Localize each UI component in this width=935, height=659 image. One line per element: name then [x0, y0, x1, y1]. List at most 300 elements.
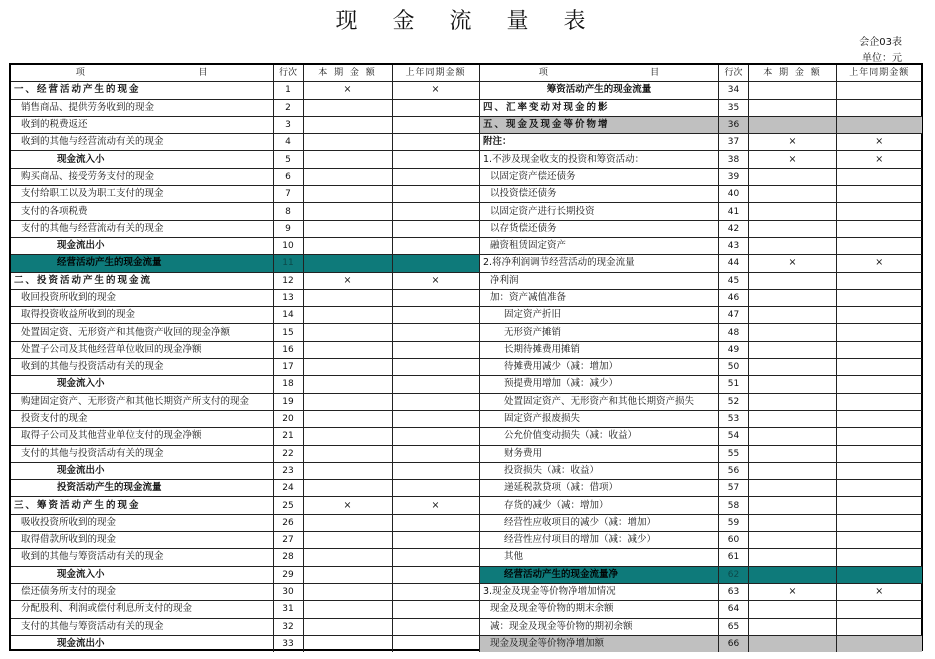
- row-line-no: 50: [719, 359, 749, 376]
- prior-amount-cell[interactable]: [392, 116, 479, 133]
- row-line-no: 10: [273, 237, 303, 254]
- table-row: [11, 480, 479, 497]
- row-label: 固定资产报废损失: [480, 410, 719, 427]
- row-line-no: 24: [273, 480, 303, 497]
- current-amount-cell[interactable]: [749, 341, 837, 358]
- current-amount-cell[interactable]: [749, 359, 837, 376]
- prior-amount-cell[interactable]: [392, 566, 479, 583]
- row-line-no: 62: [719, 566, 749, 583]
- row-line-no: 14: [273, 307, 303, 324]
- table-row: [11, 255, 479, 272]
- prior-amount-cell[interactable]: ×: [392, 497, 479, 514]
- table-row: [480, 462, 922, 479]
- current-amount-cell[interactable]: [749, 272, 837, 289]
- row-label: 吸收投资所收到的现金: [11, 514, 273, 531]
- row-label: 支付给职工以及为职工支付的现金: [11, 186, 273, 203]
- current-amount-cell[interactable]: [749, 410, 837, 427]
- current-amount-cell[interactable]: [303, 168, 392, 185]
- current-amount-cell[interactable]: [303, 324, 392, 341]
- prior-amount-cell[interactable]: [837, 393, 922, 410]
- current-amount-cell[interactable]: [749, 532, 837, 549]
- table-row: [480, 186, 922, 203]
- prior-amount-cell[interactable]: [837, 82, 922, 99]
- table-row: [11, 82, 479, 99]
- row-label: 其他: [480, 549, 719, 566]
- prior-amount-cell[interactable]: ×: [392, 82, 479, 99]
- row-label: 取得投资收益所收到的现金: [11, 307, 273, 324]
- table-row: [480, 393, 922, 410]
- row-line-no: 30: [273, 583, 303, 600]
- row-line-no: 48: [719, 324, 749, 341]
- current-amount-cell[interactable]: [303, 203, 392, 220]
- row-line-no: 40: [719, 186, 749, 203]
- row-label: 收到的其他与经营流动有关的现金: [11, 134, 273, 151]
- prior-amount-cell[interactable]: [837, 289, 922, 306]
- prior-amount-cell[interactable]: [392, 410, 479, 427]
- prior-amount-cell[interactable]: [392, 99, 479, 116]
- row-label: 递延税款贷项（减：借项）: [480, 480, 719, 497]
- prior-amount-cell[interactable]: [392, 532, 479, 549]
- header-row: [11, 65, 479, 82]
- prior-amount-cell[interactable]: [392, 583, 479, 600]
- row-line-no: 45: [719, 272, 749, 289]
- current-amount-cell[interactable]: [303, 116, 392, 133]
- table-row: [11, 289, 479, 306]
- prior-amount-cell[interactable]: [837, 618, 922, 635]
- prior-amount-cell[interactable]: [392, 186, 479, 203]
- row-label: 处置固定资产、无形资产和其他长期资产损失: [480, 393, 719, 410]
- current-amount-cell[interactable]: ×: [303, 272, 392, 289]
- current-amount-cell[interactable]: [749, 618, 837, 635]
- header-item-part: 目: [650, 68, 660, 79]
- current-amount-cell[interactable]: [303, 480, 392, 497]
- table-row: [480, 583, 922, 600]
- row-line-no: 36: [719, 116, 749, 133]
- row-line-no: 4: [273, 134, 303, 151]
- table-row: [11, 134, 479, 151]
- row-label: 以存货偿还债务: [480, 220, 719, 237]
- table-row: [480, 618, 922, 635]
- table-row: [11, 410, 479, 427]
- row-line-no: 33: [273, 635, 303, 652]
- row-line-no: 58: [719, 497, 749, 514]
- current-amount-cell[interactable]: [303, 307, 392, 324]
- row-label: 一、经营活动产生的现金: [11, 82, 273, 99]
- prior-amount-cell[interactable]: [837, 549, 922, 566]
- row-label: 取得借款所收到的现金: [11, 532, 273, 549]
- current-amount-cell[interactable]: [749, 601, 837, 618]
- prior-amount-cell[interactable]: [837, 272, 922, 289]
- current-amount-cell[interactable]: [749, 99, 837, 116]
- row-line-no: 49: [719, 341, 749, 358]
- row-label: 收到的税费返还: [11, 116, 273, 133]
- prior-amount-cell[interactable]: [837, 186, 922, 203]
- row-line-no: 53: [719, 410, 749, 427]
- current-amount-cell[interactable]: [749, 307, 837, 324]
- table-row: [480, 203, 922, 220]
- current-amount-cell[interactable]: [749, 514, 837, 531]
- current-amount-cell[interactable]: [303, 341, 392, 358]
- table-row: [480, 514, 922, 531]
- row-label: 经营活动产生的现金流量净: [480, 566, 719, 583]
- current-amount-cell[interactable]: [749, 289, 837, 306]
- prior-amount-cell[interactable]: [392, 635, 479, 652]
- table-row: [480, 289, 922, 306]
- table-row: [480, 497, 922, 514]
- current-amount-cell[interactable]: [749, 497, 837, 514]
- current-amount-cell[interactable]: [303, 255, 392, 272]
- header-line-no: 行次: [719, 65, 749, 82]
- row-label: 购建固定资产、无形资产和其他长期资产所支付的现金: [11, 393, 273, 410]
- prior-amount-cell[interactable]: [392, 255, 479, 272]
- left-table: [11, 65, 480, 652]
- row-label: 收回投资所收到的现金: [11, 289, 273, 306]
- row-label: 净利润: [480, 272, 719, 289]
- header-prior-amount: 上年同期金额: [837, 65, 922, 82]
- row-label: 五、现金及现金等价物增: [480, 116, 719, 133]
- prior-amount-cell[interactable]: [837, 237, 922, 254]
- row-label: 投资活动产生的现金流量: [11, 480, 273, 497]
- current-amount-cell[interactable]: [303, 237, 392, 254]
- right-table: [479, 65, 922, 652]
- row-label: 2.将净利润调节经营活动的现金流量: [480, 255, 719, 272]
- current-amount-cell[interactable]: [303, 99, 392, 116]
- current-amount-cell[interactable]: [303, 583, 392, 600]
- header-item: [480, 65, 719, 82]
- row-line-no: 1: [273, 82, 303, 99]
- table-row: [11, 462, 479, 479]
- header-current-amount: 本 期 金 额: [303, 65, 392, 82]
- current-amount-cell[interactable]: ×: [749, 151, 837, 168]
- row-line-no: 29: [273, 566, 303, 583]
- current-amount-cell[interactable]: [303, 186, 392, 203]
- current-amount-cell[interactable]: [303, 618, 392, 635]
- prior-amount-cell[interactable]: ×: [392, 272, 479, 289]
- prior-amount-cell[interactable]: [837, 566, 922, 583]
- row-label: 现金流出小: [11, 635, 273, 652]
- header-item: [11, 65, 273, 82]
- row-label: 现金流入小: [11, 376, 273, 393]
- current-amount-cell[interactable]: ×: [303, 82, 392, 99]
- row-label: 支付的其他与筹资活动有关的现金: [11, 618, 273, 635]
- prior-amount-cell[interactable]: [837, 410, 922, 427]
- row-line-no: 2: [273, 99, 303, 116]
- table-row: [480, 220, 922, 237]
- table-row: [480, 237, 922, 254]
- row-line-no: 38: [719, 151, 749, 168]
- current-amount-cell[interactable]: [303, 532, 392, 549]
- current-amount-cell[interactable]: [749, 186, 837, 203]
- prior-amount-cell[interactable]: [392, 618, 479, 635]
- current-amount-cell[interactable]: [303, 289, 392, 306]
- row-label: 以投资偿还债务: [480, 186, 719, 203]
- current-amount-cell[interactable]: [303, 635, 392, 652]
- table-row: [11, 272, 479, 289]
- prior-amount-cell[interactable]: [837, 116, 922, 133]
- row-label: 附注：: [480, 134, 719, 151]
- table-row: [11, 99, 479, 116]
- prior-amount-cell[interactable]: [837, 445, 922, 462]
- prior-amount-cell[interactable]: [392, 514, 479, 531]
- current-amount-cell[interactable]: [749, 549, 837, 566]
- current-amount-cell[interactable]: [303, 549, 392, 566]
- table-row: [11, 601, 479, 618]
- header-item-part: 项: [538, 68, 548, 79]
- row-label: 分配股利、利润或偿付利息所支付的现金: [11, 601, 273, 618]
- table-row: [480, 359, 922, 376]
- table-row: [480, 428, 922, 445]
- table-row: [480, 376, 922, 393]
- row-label: 支付的其他与经营流动有关的现金: [11, 220, 273, 237]
- current-amount-cell[interactable]: [303, 134, 392, 151]
- current-amount-cell[interactable]: ×: [749, 134, 837, 151]
- prior-amount-cell[interactable]: [392, 393, 479, 410]
- header-prior-amount: 上年同期金额: [392, 65, 479, 82]
- prior-amount-cell[interactable]: [837, 462, 922, 479]
- prior-amount-cell[interactable]: [392, 237, 479, 254]
- row-line-no: 52: [719, 393, 749, 410]
- current-amount-cell[interactable]: [303, 220, 392, 237]
- row-line-no: 65: [719, 618, 749, 635]
- current-amount-cell[interactable]: ×: [749, 255, 837, 272]
- row-line-no: 11: [273, 255, 303, 272]
- row-line-no: 31: [273, 601, 303, 618]
- prior-amount-cell[interactable]: [837, 99, 922, 116]
- header-row: [480, 65, 922, 82]
- row-line-no: 26: [273, 514, 303, 531]
- row-label: 减：现金及现金等价物的期初余额: [480, 618, 719, 635]
- current-amount-cell[interactable]: [303, 151, 392, 168]
- row-line-no: 23: [273, 462, 303, 479]
- prior-amount-cell[interactable]: [837, 168, 922, 185]
- prior-amount-cell[interactable]: [392, 549, 479, 566]
- current-amount-cell[interactable]: [749, 116, 837, 133]
- row-label: 销售商品、提供劳务收到的现金: [11, 99, 273, 116]
- prior-amount-cell[interactable]: [837, 359, 922, 376]
- current-amount-cell[interactable]: [303, 445, 392, 462]
- row-label: 融资租赁固定资产: [480, 237, 719, 254]
- table-row: [11, 359, 479, 376]
- table-row: [11, 307, 479, 324]
- prior-amount-cell[interactable]: [837, 601, 922, 618]
- prior-amount-cell[interactable]: [392, 376, 479, 393]
- prior-amount-cell[interactable]: [392, 462, 479, 479]
- prior-amount-cell[interactable]: [837, 307, 922, 324]
- current-amount-cell[interactable]: [749, 566, 837, 583]
- current-amount-cell[interactable]: [303, 428, 392, 445]
- prior-amount-cell[interactable]: [837, 220, 922, 237]
- row-line-no: 3: [273, 116, 303, 133]
- table-row: [11, 116, 479, 133]
- current-amount-cell[interactable]: [303, 514, 392, 531]
- row-label: 现金流入小: [11, 566, 273, 583]
- row-label: 投资损失（减：收益）: [480, 462, 719, 479]
- header-line-no: 行次: [273, 65, 303, 82]
- table-row: [11, 324, 479, 341]
- row-label: 偿还债务所支付的现金: [11, 583, 273, 600]
- current-amount-cell[interactable]: [749, 324, 837, 341]
- row-label: 现金及现金等价物的期末余额: [480, 601, 719, 618]
- prior-amount-cell[interactable]: [392, 151, 479, 168]
- prior-amount-cell[interactable]: [837, 376, 922, 393]
- table-row: [480, 307, 922, 324]
- prior-amount-cell[interactable]: [392, 324, 479, 341]
- table-row: [480, 151, 922, 168]
- header-item-part: 项: [75, 68, 85, 79]
- row-line-no: 44: [719, 255, 749, 272]
- current-amount-cell[interactable]: [749, 82, 837, 99]
- row-label: 投资支付的现金: [11, 410, 273, 427]
- row-line-no: 63: [719, 583, 749, 600]
- row-line-no: 61: [719, 549, 749, 566]
- current-amount-cell[interactable]: [749, 203, 837, 220]
- current-amount-cell[interactable]: [749, 376, 837, 393]
- row-line-no: 9: [273, 220, 303, 237]
- row-line-no: 27: [273, 532, 303, 549]
- row-label: 四、汇率变动对现金的影: [480, 99, 719, 116]
- row-line-no: 25: [273, 497, 303, 514]
- table-row: [480, 341, 922, 358]
- current-amount-cell[interactable]: [749, 393, 837, 410]
- row-label: 预提费用增加（减：减少）: [480, 376, 719, 393]
- table-row: [11, 168, 479, 185]
- row-line-no: 15: [273, 324, 303, 341]
- current-amount-cell[interactable]: [749, 480, 837, 497]
- current-amount-cell[interactable]: [303, 566, 392, 583]
- prior-amount-cell[interactable]: [392, 168, 479, 185]
- row-label: 支付的各项税费: [11, 203, 273, 220]
- row-label: 存货的减少（减：增加）: [480, 497, 719, 514]
- current-amount-cell[interactable]: [749, 428, 837, 445]
- prior-amount-cell[interactable]: [392, 480, 479, 497]
- row-label: 待摊费用减少（减：增加）: [480, 359, 719, 376]
- table-row: [11, 376, 479, 393]
- prior-amount-cell[interactable]: [837, 324, 922, 341]
- row-label: 无形资产摊销: [480, 324, 719, 341]
- cash-flow-sheet: [9, 63, 923, 651]
- row-label: 财务费用: [480, 445, 719, 462]
- prior-amount-cell[interactable]: ×: [837, 134, 922, 151]
- current-amount-cell[interactable]: [303, 359, 392, 376]
- row-line-no: 56: [719, 462, 749, 479]
- table-row: [480, 272, 922, 289]
- row-line-no: 60: [719, 532, 749, 549]
- row-label: 支付的其他与投资活动有关的现金: [11, 445, 273, 462]
- table-row: [11, 618, 479, 635]
- prior-amount-cell[interactable]: [392, 307, 479, 324]
- row-line-no: 37: [719, 134, 749, 151]
- current-amount-cell[interactable]: ×: [303, 497, 392, 514]
- current-amount-cell[interactable]: [749, 237, 837, 254]
- current-amount-cell[interactable]: [749, 220, 837, 237]
- row-line-no: 6: [273, 168, 303, 185]
- row-label: 3.现金及现金等价物净增加情况: [480, 583, 719, 600]
- prior-amount-cell[interactable]: [837, 428, 922, 445]
- prior-amount-cell[interactable]: [392, 289, 479, 306]
- table-row: [480, 116, 922, 133]
- current-amount-cell[interactable]: ×: [749, 583, 837, 600]
- current-amount-cell[interactable]: [303, 376, 392, 393]
- prior-amount-cell[interactable]: [837, 341, 922, 358]
- current-amount-cell[interactable]: [303, 410, 392, 427]
- row-label: 购买商品、接受劳务支付的现金: [11, 168, 273, 185]
- row-line-no: 54: [719, 428, 749, 445]
- prior-amount-cell[interactable]: [837, 497, 922, 514]
- prior-amount-cell[interactable]: [392, 359, 479, 376]
- prior-amount-cell[interactable]: [392, 220, 479, 237]
- form-code: 会企03表: [859, 37, 902, 48]
- current-amount-cell[interactable]: [303, 462, 392, 479]
- row-label: 固定资产折旧: [480, 307, 719, 324]
- row-line-no: 17: [273, 359, 303, 376]
- row-line-no: 47: [719, 307, 749, 324]
- prior-amount-cell[interactable]: [392, 134, 479, 151]
- row-label: 长期待摊费用摊销: [480, 341, 719, 358]
- table-row: [480, 532, 922, 549]
- current-amount-cell[interactable]: [749, 635, 837, 652]
- row-label: 三、筹资活动产生的现金: [11, 497, 273, 514]
- prior-amount-cell[interactable]: [837, 480, 922, 497]
- current-amount-cell[interactable]: [303, 393, 392, 410]
- row-line-no: 19: [273, 393, 303, 410]
- current-amount-cell[interactable]: [749, 445, 837, 462]
- table-row: [11, 341, 479, 358]
- table-row: [480, 549, 922, 566]
- row-line-no: 32: [273, 618, 303, 635]
- row-label: 现金流出小: [11, 237, 273, 254]
- unit-label: 单位：元: [862, 53, 902, 64]
- current-amount-cell[interactable]: [303, 601, 392, 618]
- row-label: 筹资活动产生的现金流量: [480, 82, 719, 99]
- prior-amount-cell[interactable]: ×: [837, 151, 922, 168]
- row-line-no: 64: [719, 601, 749, 618]
- prior-amount-cell[interactable]: [392, 341, 479, 358]
- table-row: [11, 635, 479, 652]
- table-row: [480, 566, 922, 583]
- row-label: 经营性应收项目的减少（减：增加）: [480, 514, 719, 531]
- prior-amount-cell[interactable]: [392, 428, 479, 445]
- row-label: 取得子公司及其他营业单位支付的现金净额: [11, 428, 273, 445]
- row-line-no: 66: [719, 635, 749, 652]
- current-amount-cell[interactable]: [749, 168, 837, 185]
- row-label: 处置固定资、无形资产和其他资产收回的现金净额: [11, 324, 273, 341]
- prior-amount-cell[interactable]: [837, 532, 922, 549]
- prior-amount-cell[interactable]: ×: [837, 583, 922, 600]
- prior-amount-cell[interactable]: ×: [837, 255, 922, 272]
- prior-amount-cell[interactable]: [392, 445, 479, 462]
- table-row: [11, 186, 479, 203]
- row-label: 二、投资活动产生的现金流: [11, 272, 273, 289]
- row-line-no: 16: [273, 341, 303, 358]
- row-line-no: 28: [273, 549, 303, 566]
- row-line-no: 12: [273, 272, 303, 289]
- prior-amount-cell[interactable]: [837, 514, 922, 531]
- table-row: [11, 532, 479, 549]
- row-label: 处置子公司及其他经营单位收回的现金净额: [11, 341, 273, 358]
- current-amount-cell[interactable]: [749, 462, 837, 479]
- table-row: [11, 514, 479, 531]
- prior-amount-cell[interactable]: [837, 635, 922, 652]
- prior-amount-cell[interactable]: [392, 601, 479, 618]
- table-row: [11, 220, 479, 237]
- header-current-amount: 本 期 金 额: [749, 65, 837, 82]
- row-line-no: 22: [273, 445, 303, 462]
- row-line-no: 7: [273, 186, 303, 203]
- prior-amount-cell[interactable]: [392, 203, 479, 220]
- table-row: [480, 99, 922, 116]
- table-row: [480, 635, 922, 652]
- prior-amount-cell[interactable]: [837, 203, 922, 220]
